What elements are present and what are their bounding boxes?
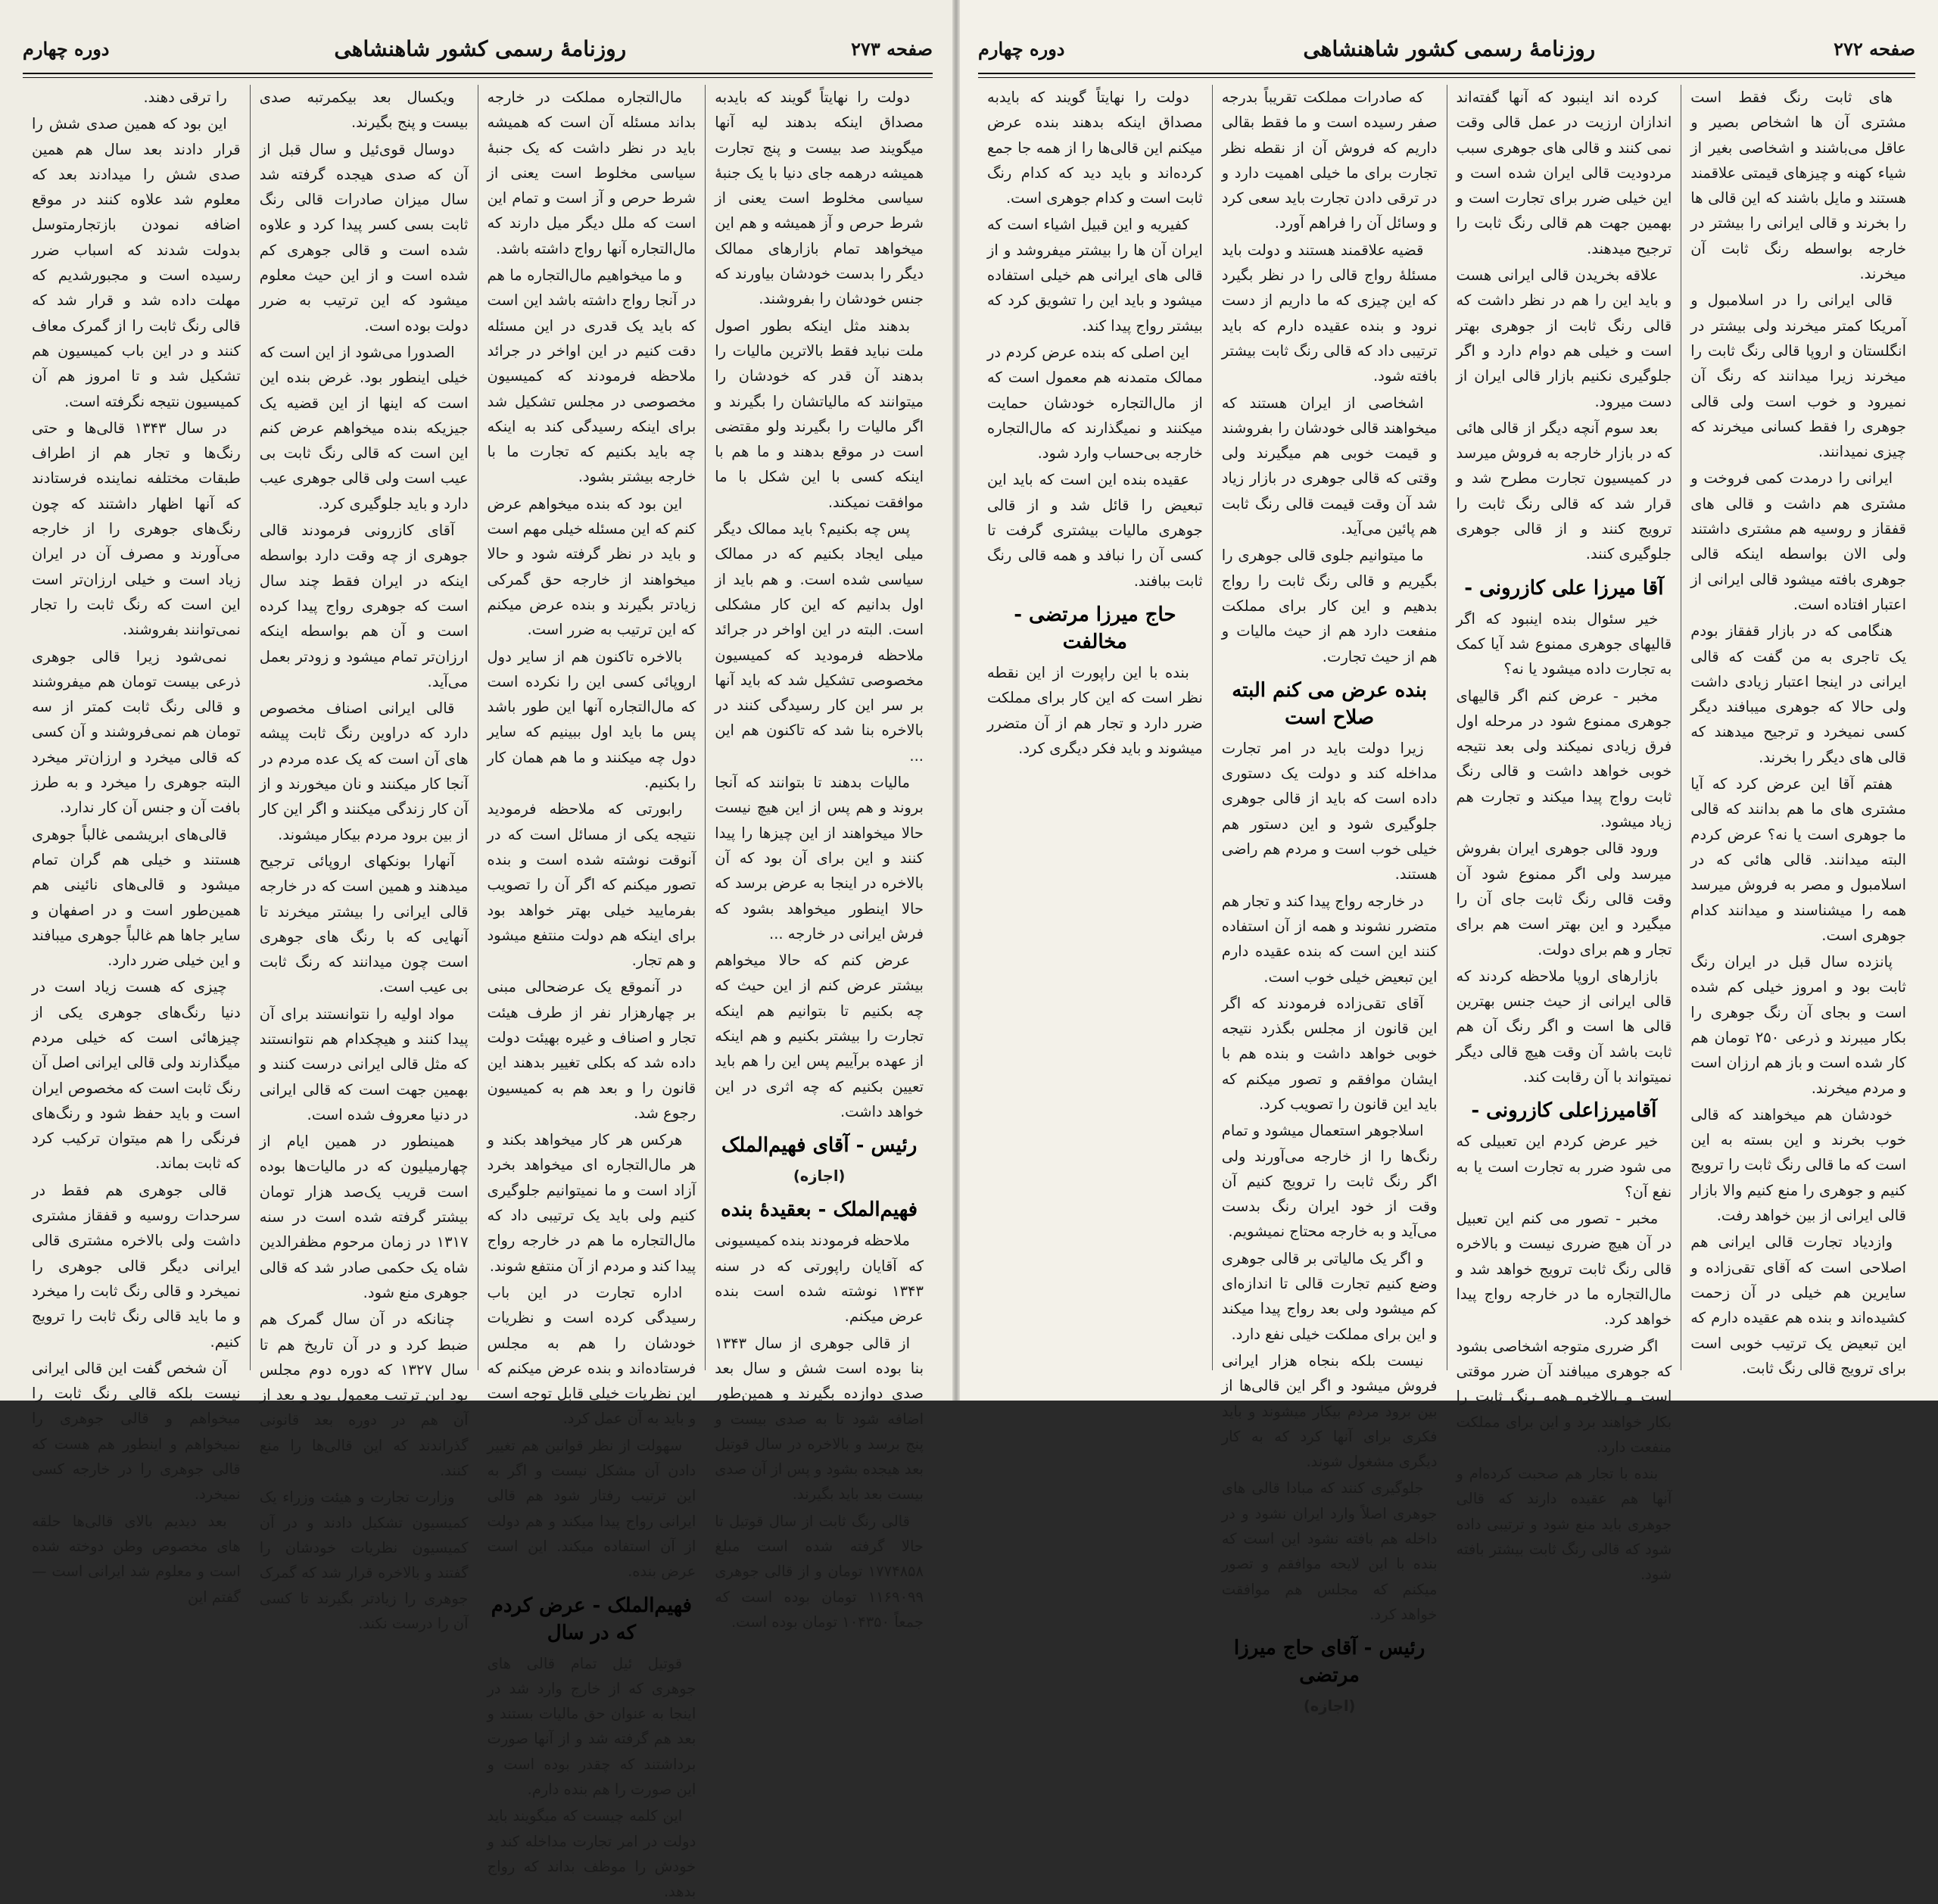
paragraph: وزارت تجارت و هیئت وزراء یک کمیسیون تشکیل دادند و در آن کمیسیون نظریات خودشان را گفتند و بالاخره قرار شد که گمرک جوهری را زیادتر بگیرند تا کسی آن را درست نکند. bbox=[259, 1488, 469, 1632]
paragraph: وازدیاد تجارت قالی ایرانی هم اصلاحی است که آقای تقی‌زاده و سایرین هم خیلی در آن زحمت کشیده‌اند و بنده هم عقیده دارم که این تبعیض یک ترتیب خوبی است برای ترویج قالی رنگ ثابت. bbox=[1690, 1233, 1906, 1377]
paragraph: خیر عرض کردم این تعبیلی که می شود ضرر به تجارت است یا به نفع آن؟ bbox=[1456, 1133, 1672, 1201]
paragraph: چیزی که هست زیاد است در دنیا رنگ‌های جوهری یکی از چیزهائی است که خیلی مردم میگذارند ولی قالی ایرانی اصل آن رنگ ثابت است که مخصوص ایران است و باید حفظ شود و رنگ‌های فرنگی را هم میتوان ترکیب کرد که ثابت بماند. bbox=[32, 978, 241, 1173]
paragraph: را ترقی دهند. bbox=[143, 89, 227, 106]
paragraph: آن شخص گفت این قالی ایرانی نیست بلکه قالی رنگ ثابت را میخواهم و قالی جوهری را نمیخواهم و اینطور هم هست که قالی جوهری را در خارجه کسی نمیخرد. bbox=[32, 1359, 241, 1504]
paragraph: در سال ۱۳۴۳ قالی‌ها و حتی رنگ‌ها و تجار هم از اطراف طبقات مختلفه نماینده فرستادند که آنها اظهار داشتند که چون رنگ‌های جوهری را از خارجه می‌آورند و مصرف آن در ایران زیاد است و خیلی ارزان‌تر است این است که رنگ ثابت را تجار نمی‌توانند بفروشند. bbox=[32, 419, 241, 639]
left-page-columns bbox=[23, 85, 933, 1901]
speaker-heading: فهیم‌الملک - عرض کردم که در سال bbox=[491, 1594, 692, 1644]
header-rule bbox=[23, 73, 933, 74]
right-page-header bbox=[978, 27, 1915, 70]
paragraph: کرده اند اینبود که آنها گفته‌اند اندازان ارزیت در عمل قالی وقت نمی کنند و قالی های جوهری سبب مردودیت قالی ایران شده است و این خیلی ضرر برای تجارت است و بهمین جهت هم قالی رنگ ثابت را ترجیح میدهند. bbox=[1456, 89, 1672, 257]
permission-note: (اجازه) bbox=[1303, 1697, 1356, 1715]
paragraph: قالی‌های ابریشمی غالباً جوهری هستند و خیلی هم گران تمام میشود و قالی‌های نائینی هم همین‌طور است و در اصفهان و سایر جاها هم غالباً جوهری میبافند و این خیلی ضرر دارد. bbox=[32, 825, 241, 970]
paragraph: قالی رنگ ثابت از سال قوتیل تا حالا گرفته شده است مبلغ ۱۷۷۴۸۵۸ تومان و از قالی جوهری ۱۱۶۹۰۹۹ تومان بوده است که جمعاً ۱۰۴۳۵۰ تومان بوده است. bbox=[715, 1512, 924, 1631]
speaker-heading: فهیم‌الملک - بعقیدهٔ بنده bbox=[721, 1198, 918, 1222]
paragraph: این کلمه چیست که میگویند باید دولت در امر تجارت مداخله کند و خودش را موظف بداند که رواج بدهد. bbox=[487, 1807, 696, 1901]
paragraph: قالی ایرانی اصناف مخصوص دارد که دراوین رنگ ثابت پیشه های آن است که یک عده مردم در آنجا کار میکنند و نان میخورند و از آن کار زندگی میکنند و اگر این کار از بین برود مردم بیکار میشوند. bbox=[259, 700, 469, 843]
text-column bbox=[23, 85, 251, 1606]
permission-note: (اجازه) bbox=[793, 1167, 846, 1186]
paragraph: از قالی جوهری از سال ۱۳۴۳ بنا بوده است شش و سال بعد صدی دوازده بگیرند و همین‌طور اضافه شود تا به صدی بیست و پنج برسد و بالاخره در سال قوتیل بعد هیجده بشود و پس از آن صدی بیست بعد باید بگیرند. bbox=[715, 1334, 924, 1504]
text-column bbox=[706, 85, 933, 1631]
right-page-columns bbox=[978, 85, 1915, 1715]
header-rule-thin bbox=[23, 77, 933, 78]
paragraph: کفیریه و این قبیل اشیاء است که ایران آن ها را بیشتر میفروشد و از قالی های ایرانی هم خیلی استفاده میشود و باید این را تشویق کرد که بیشتر رواج پیدا کند. bbox=[987, 216, 1203, 335]
masthead-title: روزنامهٔ رسمی کشور شاهنشاهی bbox=[1303, 36, 1596, 61]
paragraph: آقای کازرونی فرمودند قالی جوهری از چه وقت دارد بواسطه اینکه در ایران فقط چند سال است که جوهری رواج پیدا کرده است و آن هم بواسطه اینکه ارزان‌تر تمام میشود و زودتر بعمل می‌آید. bbox=[259, 522, 469, 690]
paragraph: دوسال قوی‌ئیل و سال قبل از آن که صدی هیجده گرفته شد سال میزان صادرات قالی رنگ ثابت بسی کسر پیدا کرد و علاوه شده است و قالی جوهری کم شده است و از این حیث معلوم میشود که این ترتیب به ضرر دولت بوده است. bbox=[259, 140, 469, 335]
text-column bbox=[978, 85, 1213, 1370]
paragraph: چنانکه در آن سال گمرک هم ضبط کرد و در آن تاریخ هم تا سال ۱۳۲۷ که دوره دوم مجلس بود این ترتیب معمول بود و بعد از آن هم در دوره بعد قانونی گذراندند که این قالی‌ها را منع کنند. bbox=[259, 1310, 469, 1480]
paragraph: ایرانی را درمدت کمی فروخت و مشتری هم داشت و قالی های قفقاز و روسیه هم مشتری داشتند ولی الان بواسطه اینکه قالی جوهری بافته میشود قالی ایرانی از اعتبار افتاده است. bbox=[1690, 469, 1906, 613]
paragraph: که صادرات مملکت تقریباً بدرجه صفر رسیده است و ما فقط بقالی داریم که فروش آن از نقطه نظر تجارت برای ما خیلی اهمیت دارد و در ترقی دادن تجارت باید سعی کرد و وسائل آن را فراهم آورد. bbox=[1221, 89, 1438, 232]
paragraph: خیر سئوال بنده اینبود که اگر قالیهای جوهری ممنوع شد آیا کمک به تجارت داده میشود یا نه؟ bbox=[1456, 609, 1672, 678]
paragraph: مخبر - عرض کنم اگر قالیهای جوهری ممنوع شود در مرحله اول فرق زیادی نمیکند ولی بعد نتیجه خوبی خواهد داشت و قالی رنگ ثابت رواج پیدا میکند و تجارت هم زیاد میشود. bbox=[1456, 687, 1672, 831]
left-page-header bbox=[23, 27, 933, 70]
page-number: صفحه ۲۷۳ bbox=[851, 37, 933, 60]
paragraph: هرکس هر کار میخواهد بکند و هر مال‌التجاره ای میخواهد بخرد آزاد است و ما نمیتوانیم جلوگیری کنیم ولی باید یک ترتیبی داد که مال‌التجاره ما هم در خارجه رواج پیدا کند و مردم از آن منتفع شوند. bbox=[487, 1131, 696, 1275]
paragraph: های ثابت رنگ فقط است مشتری آن ها اشخاص بصیر و عاقل می‌باشند و اشخاصی بغیر از شیاء کهنه و چیزهای قیمتی علاقمند هستند و مایل باشند که این قالی ها را بخرند و قالی ایرانی را بیشتر در خارجه بواسطه رنگ ثابت آن میخرند. bbox=[1690, 89, 1906, 283]
text-column bbox=[1681, 85, 1915, 1377]
paragraph: علاقه بخریدن قالی ایرانی هست و باید این را هم در نظر داشت که قالی رنگ ثابت از جوهری بهتر است و خیلی هم دوام دارد و اگر جلوگیری نکنیم بازار قالی ایران از دست میرود. bbox=[1456, 266, 1672, 410]
paragraph: نیست بلکه بنجاه هزار ایرانی فروش میشود و اگر این قالی‌ها از بین برود مردم بیکار میشوند و باید فکری برای آنها کرد که به کار دیگری مشغول شوند. bbox=[1221, 1351, 1438, 1471]
paragraph: قضیه علاقمند هستند و دولت باید مسئلهٔ رواج قالی را در نظر بگیرد که این چیزی که ما داریم از دست نرود و بنده عقیده دارم که باید ترتیبی داد که قالی رنگ ثابت بیشتر بافته شود. bbox=[1221, 241, 1438, 385]
paragraph: ملاحظه فرمودند بنده کمیسیونی که آقایان راپورتی که در سنه ۱۳۴۳ نوشته شده است بنده عرض میکنم. bbox=[715, 1232, 924, 1326]
paragraph: دولت را نهایتاً گویند که بایدبه مصداق اینکه بدهند لیه آنها میگویند صد بیست و پنج تجارت همیشه درهمه جای دنیا با یک جنبهٔ سیاسی مخلوط است یعنی از شرط حرص و آز همیشه و هم این میخواهد تمام بازارهای ممالک دیگر را بدست خودشان بیاورند که جنس خودشان را بفروشند. bbox=[715, 89, 924, 308]
paragraph: مخبر - تصور می کنم این تعبیل در آن هیچ ضرری نیست و بالاخره قالی رنگ ثابت ترویج خواهد شد و مال‌التجاره ما در خارجه رواج پیدا خواهد کرد. bbox=[1456, 1210, 1672, 1329]
masthead-title: روزنامهٔ رسمی کشور شاهنشاهی bbox=[334, 36, 627, 61]
paragraph: جلوگیری کنند که مبادا قالی های جوهری اصلاً وارد ایران نشود و در داخله هم بافته نشود این است که بنده با این لایحه موافقم و تصور میکنم که مجلس هم موافقت خواهد کرد. bbox=[1221, 1479, 1438, 1623]
paragraph: پس چه بکنیم؟ باید ممالک دیگر میلی ایجاد بکنیم که در ممالک سیاسی شده است. و هم باید از اول بدانیم که این کار مشکلی است. البته در این اواخر در جرائد ملاحظه فرمودید که کمیسیون مخصوصی تشکیل شد که باید آنها بر سر این کار رسیدگی کنند در بالاخره بنا شد که تاکنون هم این ... bbox=[715, 520, 924, 765]
speaker-heading: آقامیرزاعلی کازرونی - bbox=[1471, 1099, 1657, 1123]
paragraph: اسلاجوهر استعمال میشود و تمام رنگ‌ها را از خارجه می‌آورند ولی اگر رنگ ثابت را ترویج کنیم آن وقت از خود ایران رنگ بدست می‌آید و به خارجه محتاج نمیشویم. bbox=[1221, 1122, 1438, 1241]
paragraph: و اگر یک مالیاتی بر قالی جوهری وضع کنیم تجارت قالی تا اندازه‌ای کم میشود ولی بعد رواج پیدا میکند و این برای مملکت خیلی نفع دارد. bbox=[1221, 1249, 1438, 1343]
paragraph: قالی جوهری هم فقط در سرحدات روسیه و قفقاز مشتری داشت ولی بالاخره مشتری قالی ایرانی دیگر قالی جوهری را نمیخرد و قالی رنگ ثابت را میخرد و ما باید قالی رنگ ثابت را ترویج کنیم. bbox=[32, 1181, 241, 1351]
paragraph: قالی ایرانی را در اسلامبول و آمریکا کمتر میخرند ولی بیشتر در انگلستان و اروپا قالی رنگ ثابت را میخرند زیرا میدانند که رنگ آن نمیرود و خوب است ولی قالی جوهری را فقط کسانی میخرند که چیزی نمیدانند. bbox=[1690, 291, 1906, 461]
header-rule bbox=[978, 73, 1915, 74]
speaker-heading: بنده عرض می کنم البته صلاح است bbox=[1232, 678, 1427, 729]
speaker-heading: رئیس - آقای فهیم‌الملک bbox=[721, 1134, 918, 1158]
text-column bbox=[478, 85, 706, 1901]
paragraph: آنهارا بونکهای اروپائی ترجیح میدهند و همین است که در خارجه قالی ایرانی را بیشتر میخرند تا آنهایی که با رنگ های جوهری است چون میدانند که رنگ ثابت بی عیب است. bbox=[259, 852, 469, 996]
paragraph: ورود قالی جوهری ایران بفروش میرسد ولی اگر ممنوع شود آن وقت قالی رنگ ثابت جای آن را میگیرد و این بهتر است هم برای تجار و هم برای دولت. bbox=[1456, 840, 1672, 958]
paragraph: نمی‌شود زیرا قالی جوهری ذرعی بیست تومان هم میفروشند و قالی رنگ ثابت کمتر از سه تومان هم نمی‌فروشند و آن کسی که قالی میخرد و ارزان‌تر میخرد البته جوهری را میخرد و به طرز بافت آن و جنس آن کار ندارد. bbox=[32, 647, 241, 817]
text-column bbox=[1213, 85, 1447, 1715]
paragraph: این بود که بنده میخواهم عرض کنم که این مسئله خیلی مهم است و باید در نظر گرفته شود و حالا میخواهند از خارجه حق گمرکی زیادتر بگیرند و بنده عرض میکنم که این ترتیب به ضرر است. bbox=[487, 494, 696, 639]
speaker-heading: حاج میرزا مرتضی - مخالفت bbox=[1014, 603, 1176, 653]
edition-label: دوره چهارم bbox=[23, 37, 110, 60]
left-page bbox=[0, 0, 955, 1901]
paragraph: اگر ضرری متوجه اشخاصی بشود که جوهری میبافند آن ضرر موقتی است و بالاخره همه رنگ ثابت را بکار خواهند برد و این برای مملکت منفعت دارد. bbox=[1456, 1337, 1672, 1456]
paragraph: بازارهای اروپا ملاحظه کردند که قالی ایرانی از حیث جنس بهترین قالی ها است و اگر رنگ آن هم ثابت باشد آن وقت هیچ قالی دیگر نمیتواند با آن رقابت کند. bbox=[1456, 967, 1672, 1086]
text-column bbox=[251, 85, 478, 1632]
paragraph: این بود که همین صدی شش را قرار دادند بعد سال هم همین صدی شش را میدادند بعد که معلوم شد علاوه کنند در موقع اضافه نمودن بازتجارمتوسل بدولت شدند که اسباب ضرر رسیده است و مجبورشدیم که مهلت داده شد و قرار شد که قالی رنگ ثابت را از گمرک معاف کنند و در این باب کمیسیون هم تشکیل شد و تا امروز هم آن کمیسیون نتیجه نگرفته است. bbox=[32, 115, 241, 410]
paragraph: عرض کنم که حالا میخواهم بیشتر عرض کنم از این حیث که چه بکنیم تا بتوانیم هم اینکه تجارت را بیشتر بکنیم و هم اینکه از عهده برآییم پس این را هم باید تعیین بکنیم که چه اثری در این خواهد داشت. bbox=[715, 952, 924, 1120]
paragraph: رابورتی که ملاحظه فرمودید نتیجه یکی از مسائل است که در آنوقت نوشته شده است و بنده تصور میکنم که اگر آن را تصویب بفرمایید خیلی بهتر خواهد بود برای اینکه هم دولت منتفع میشود و هم تجار. bbox=[487, 800, 696, 970]
paragraph: هفتم آقا این عرض کرد که آیا مشتری های ما هم بدانند که قالی ما جوهری است یا نه؟ عرض کردم البته میدانند. قالی هائی که در اسلامبول و مصر به فروش میرسد همه را میشناسند و میدانند کدام جوهری است. bbox=[1690, 775, 1906, 944]
speaker-heading: آقا میرزا علی کازرونی - bbox=[1464, 576, 1664, 600]
paragraph: سهولت از نظر قوانین هم تغییر دادن آن مشکل نیست و اگر به این ترتیب رفتار شود هم قالی ایرانی رواج پیدا میکند و هم دولت از آن استفاده میکند. این است عرض بنده. bbox=[487, 1436, 696, 1581]
paragraph: همینطور در همین ایام از چهارمیلیون که در مالیات‌ها بوده است قریب یک‌صد هزار تومان بیشتر گرفته شده است در سنه ۱۳۱۷ در زمان مرحوم مظفرالدین شاه یک حکمی صادر شد که قالی جوهری منع شود. bbox=[259, 1133, 469, 1301]
paragraph: و ما میخواهیم مال‌التجاره ما هم در آنجا رواج داشته باشد این است که باید یک قدری در این مسئله دقت کنیم در این اواخر در جرائد ملاحظه فرمودند که کمیسیون مخصوصی در مجلس تشکیل شد برای اینکه رسیدگی کند به اینکه چه باید بکنیم که تجارت ما با خارجه بیشتر بشود. bbox=[487, 266, 696, 486]
header-rule-thin bbox=[978, 77, 1915, 78]
paragraph: زیرا دولت باید در امر تجارت مداخله کند و دولت یک دستوری داده است که باید از قالی جوهری جلوگیری شود و این دستور هم خیلی خوب است و مردم هم راضی هستند. bbox=[1221, 739, 1438, 883]
paragraph: اداره تجارت در این باب رسیدگی کرده است و نظریات خودشان را هم به مجلس فرستاده‌اند و بنده عرض میکنم که این نظریات خیلی قابل توجه است و باید به آن عمل کرد. bbox=[487, 1283, 696, 1428]
paragraph: خودشان هم میخواهند که قالی خوب بخرند و این بسته به این است که ما قالی رنگ ثابت را ترویج کنیم و جوهری را منع کنیم والا بازار قالی ایرانی از بین خواهد رفت. bbox=[1690, 1105, 1906, 1225]
paragraph: در آنموقع یک عرضحالی مبنی بر چهارهزار نفر از طرف هیئت تجار و اصناف و غیره بهیئت دولت داده شد که بکلی تغییر بدهند این قانون را و بعد هم به کمیسیون رجوع شد. bbox=[487, 978, 696, 1122]
paragraph: اشخاصی از ایران هستند که میخواهند قالی خودشان را بفروشند و قیمت خوبی هم میگیرند ولی وقتی که قالی جوهری در بازار زیاد شد آن وقت قیمت قالی رنگ ثابت هم پائین می‌آید. bbox=[1221, 394, 1438, 538]
paragraph: دولت را نهایتاً گویند که بایدبه مصداق اینکه بدهند بنده عرض میکنم این قالی‌ها را از همه جا جمع کرده‌اند و باید دید که کدام رنگ ثابت است و کدام جوهری است. bbox=[987, 89, 1203, 207]
paragraph: عقیده بنده این است که باید این تبعیض را قائل شد و از قالی جوهری مالیات بیشتری گرفت تا کسی آن را نبافد و همه قالی رنگ ثابت ببافند. bbox=[987, 471, 1203, 590]
paragraph: بعد دیدیم بالای قالی‌ها حلقه های مخصوص وطن دوخته شده است و معلوم شد ایرانی است — گفتم این bbox=[32, 1512, 241, 1606]
paragraph: در خارجه رواج پیدا کند و تجار هم متضرر نشوند و همه از آن استفاده کنند این است که بنده عقیده دارم این تبعیض خیلی خوب است. bbox=[1221, 892, 1438, 986]
paragraph: مالیات بدهند تا بتوانند که آنجا بروند و هم پس از این هیچ نیست حالا میخواهند از این چیزها را پیدا کنند و این برای آن بود که آن بالاخره در اینجا به عرض برسد که حالا اینطور میخواهد بشود که فرش ایرانی در خارجه ... bbox=[715, 774, 924, 943]
paragraph: این اصلی که بنده عرض کردم در ممالک متمدنه هم معمول است که از مال‌التجاره خودشان حمایت میکنند و نمیگذارند که مال‌التجاره خارجه بی‌حساب وارد شود. bbox=[987, 343, 1203, 463]
paragraph: ویکسال بعد بیکمرتبه صدی بیست و پنج بگیرند. bbox=[259, 89, 469, 132]
page-gutter bbox=[952, 0, 960, 1401]
paragraph: مواد اولیه را نتوانستند برای آن پیدا کنند و هیچکدام هم نتوانستند که مثل قالی ایرانی درست کنند و بهمین جهت است که قالی ایرانی در دنیا معروف شده است. bbox=[259, 1005, 469, 1123]
paragraph: پانزده سال قبل در ایران رنگ ثابت بود و امروز خیلی کم شده است و بجای آن رنگ جوهری را بکار میبرند و ذرعی ۲۵۰ تومان هم کار شده است و باز هم ارزان است و مردم میخرند. bbox=[1690, 953, 1906, 1097]
paragraph: بنده با تجار هم صحبت کرده‌ام و آنها هم عقیده دارند که قالی جوهری باید منع شود و ترتیبی داده شود که قالی رنگ ثابت بیشتر بافته شود. bbox=[1456, 1465, 1672, 1584]
paragraph: آقای تقی‌زاده فرمودند که اگر این قانون از مجلس بگذرد نتیجه خوبی خواهد داشت و بنده هم با ایشان موافقم و تصور میکنم که باید این قانون را تصویب کرد. bbox=[1221, 994, 1438, 1113]
paragraph: بدهند مثل اینکه بطور اصول ملت نباید فقط بالاترین مالیات را بدهند آن قدر که خودشان را میتوانند که مالیاتشان را بگیرند و اگر مالیات را بگیرند ولو مقتضی است در موقع بدهند و ما هم با اینکه کسی با این شکل با ما موافقت نمیکند. bbox=[715, 316, 924, 511]
paragraph: بعد سوم آنچه دیگر از قالی هائی که در بازار خارجه به فروش میرسد در کمیسیون تجارت مطرح شد و قرار شد که قالی رنگ ثابت را ترویج کنند و از قالی جوهری جلوگیری کنند. bbox=[1456, 419, 1672, 563]
speaker-heading: رئیس - آقای حاج میرزا مرتضی bbox=[1233, 1637, 1425, 1687]
edition-label: دوره چهارم bbox=[978, 37, 1065, 60]
paragraph: بالاخره تاکنون هم از سایر دول اروپائی کسی این را نکرده است که مال‌التجاره آنها این طور باشد پس ما باید اول ببینیم که سایر دول چه میکنند و ما هم همان کار را بکنیم. bbox=[487, 647, 696, 792]
text-column bbox=[1447, 85, 1682, 1584]
paragraph: الصدورا می‌شود از این است که خیلی اینطور بود. غرض بنده این است که اینها از این قضیه یک جیزیکه بنده میخواهم عرض کنم این است که قالی رنگ ثابت بی عیب است ولی قالی جوهری عیب دارد و باید جلوگیری کرد. bbox=[259, 343, 469, 513]
paragraph: هنگامی که در بازار قفقاز بودم یک تاجری به من گفت که قالی ایرانی در اینجا اعتبار زیادی داشت ولی حالا که جوهری میبافند دیگر کسی نمیخرد و ترجیح میدهند که قالی های دیگر را بخرند. bbox=[1690, 622, 1906, 766]
paragraph: قوتیل ئیل تمام قالی های جوهری که از خارج وارد شد در اینجا به عنوان حق مالیات بستند و بعد هم گرفته شد و از آنها صورت برداشتند که چقدر بوده است و این صورت را هم بنده دارم. bbox=[487, 1654, 696, 1798]
paragraph: بنده با این راپورت از این نقطه نظر است که این کار برای مملکت ضرر دارد و تجار هم از آن متضرر میشوند و باید فکر دیگری کرد. bbox=[987, 663, 1203, 757]
paragraph: ما میتوانیم جلوی قالی جوهری را بگیریم و قالی رنگ ثابت را رواج بدهیم و این کار برای مملکت منفعت دارد هم از حیث مالیات و هم از حیث تجارت. bbox=[1221, 547, 1438, 665]
right-page bbox=[955, 0, 1938, 1715]
page-number: صفحه ۲۷۲ bbox=[1834, 37, 1915, 60]
paragraph: مال‌التجاره مملکت در خارجه بداند مسئله آن است که همیشه باید در نظر داشت که یک جنبهٔ سیاسی مخلوط است یعنی از شرط حرص و آز است و تمام این است که ملل دیگر میل دارند که مال‌التجاره آنها رواج داشته باشد. bbox=[487, 89, 696, 257]
